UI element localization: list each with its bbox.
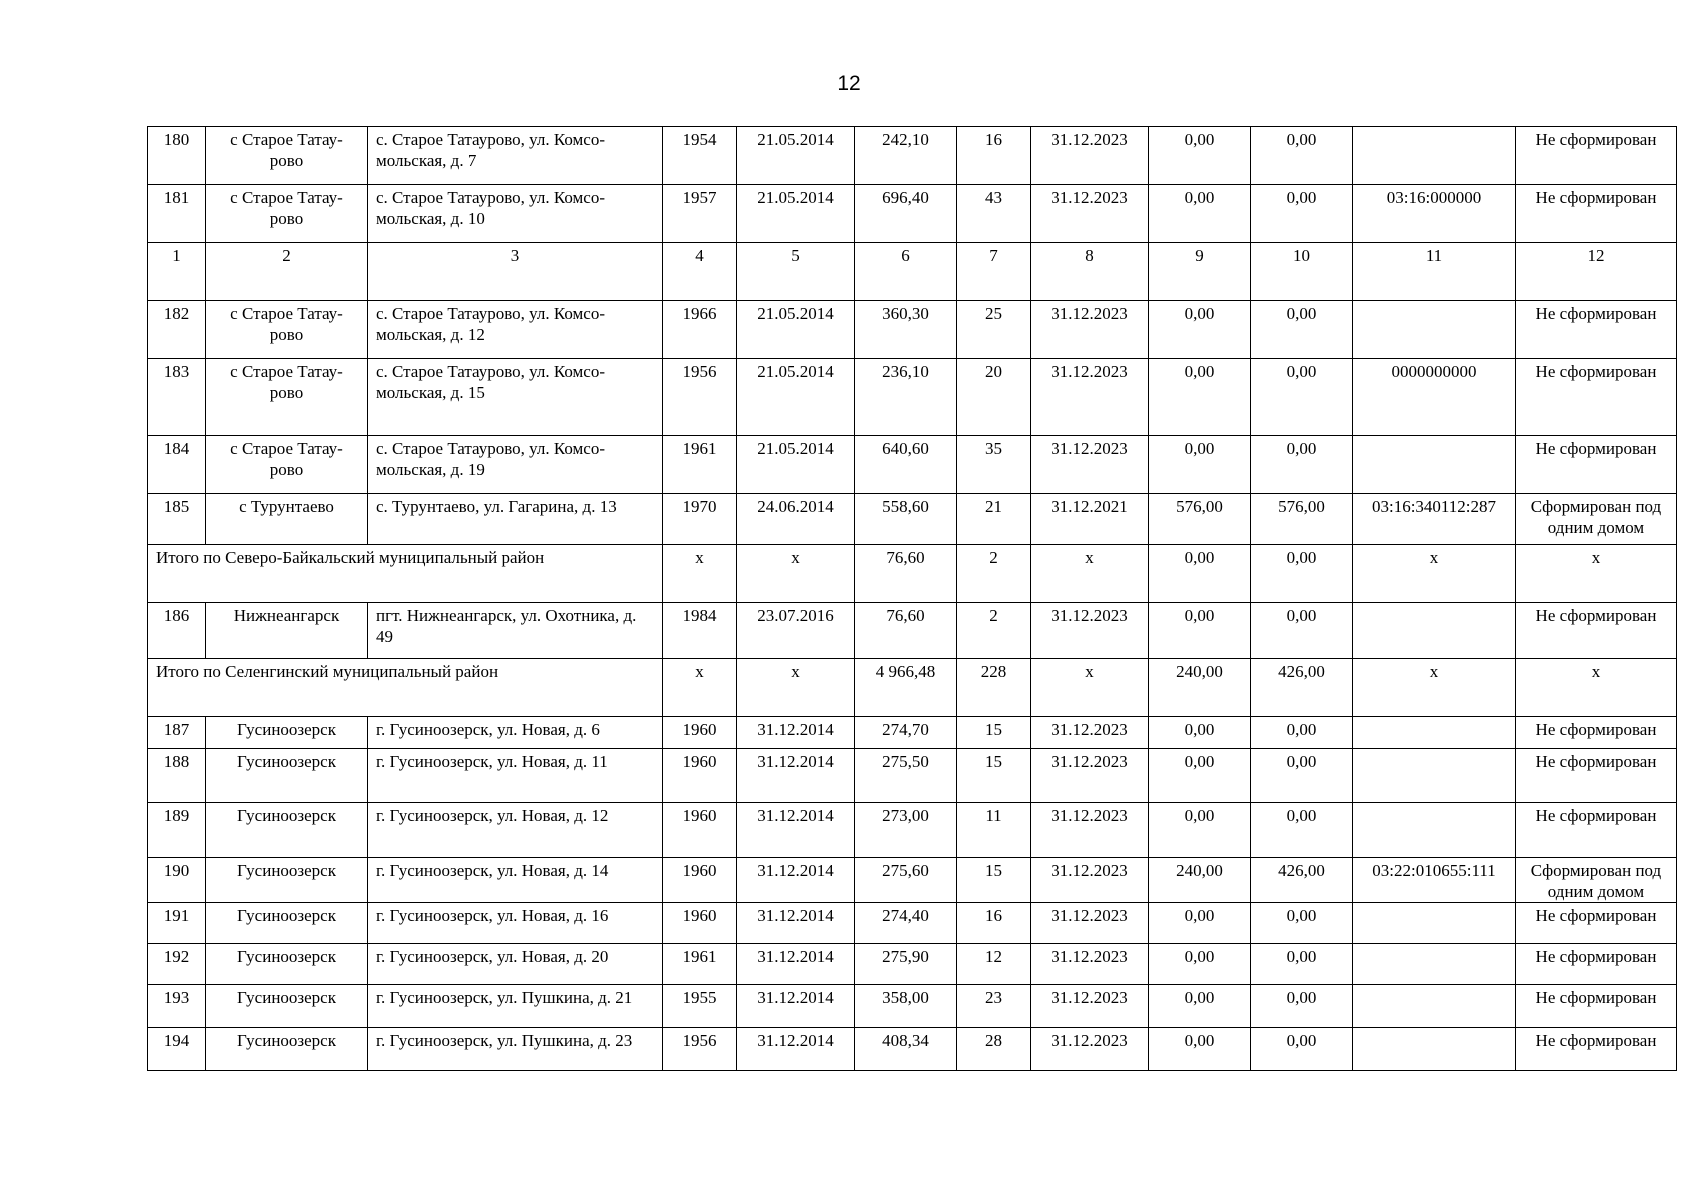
locality-cell: Гусиноозерск (206, 944, 368, 985)
cadastral-number-cell: 03:16:340112:287 (1353, 494, 1516, 545)
value-col10-cell: 0,00 (1251, 985, 1353, 1028)
cadastral-number-cell (1353, 903, 1516, 944)
value-col9-cell: 0,00 (1149, 903, 1251, 944)
date-cell: 21.05.2014 (737, 359, 855, 436)
address-cell: с. Турунтаево, ул. Гагарина, д. 13 (368, 494, 663, 545)
value-col9-cell: 0,00 (1149, 359, 1251, 436)
residents-cell: 15 (957, 717, 1031, 749)
cadastral-number-cell (1353, 603, 1516, 659)
value-col9-cell: 0,00 (1149, 944, 1251, 985)
table-row (148, 803, 1677, 858)
value-col9-cell: 240,00 (1149, 858, 1251, 903)
residents-cell: 2 (957, 545, 1031, 603)
address-cell: г. Гусиноозерск, ул. Новая, д. 6 (368, 717, 663, 749)
year-cell: 1954 (663, 127, 737, 185)
status-cell: Сформирован под одним домом (1516, 858, 1677, 903)
address-cell: пгт. Нижнеангарск, ул. Охотника, д. 49 (368, 603, 663, 659)
value-col9-cell: 576,00 (1149, 494, 1251, 545)
value-col9-cell: 0,00 (1149, 803, 1251, 858)
cadastral-number-cell: 03:16:000000 (1353, 185, 1516, 243)
status-cell: Не сформирован (1516, 185, 1677, 243)
date-cell: 21.05.2014 (737, 436, 855, 494)
value-col10-cell: 426,00 (1251, 659, 1353, 717)
locality-cell: с Старое Татау-рово (206, 127, 368, 185)
date-cell: 31.12.2014 (737, 1028, 855, 1071)
area-cell: 76,60 (855, 545, 957, 603)
table-row (148, 903, 1677, 944)
table-row (148, 436, 1677, 494)
value-col10-cell: 0,00 (1251, 903, 1353, 944)
table-row (148, 749, 1677, 803)
cadastral-number-cell (1353, 749, 1516, 803)
area-cell: 275,50 (855, 749, 957, 803)
housing-registry-table (147, 126, 1677, 1071)
area-cell: 275,60 (855, 858, 957, 903)
status-cell: Не сформирован (1516, 301, 1677, 359)
cadastral-number-cell (1353, 127, 1516, 185)
column-number-cell: 4 (663, 243, 737, 301)
total-label: Итого по Селенгинский муниципальный район (148, 659, 663, 717)
value-col10-cell: 0,00 (1251, 603, 1353, 659)
locality-cell: с Старое Татау-рово (206, 185, 368, 243)
column-number-cell: 6 (855, 243, 957, 301)
residents-cell: 16 (957, 903, 1031, 944)
status-cell: Не сформирован (1516, 436, 1677, 494)
address-cell: г. Гусиноозерск, ул. Новая, д. 16 (368, 903, 663, 944)
deadline-cell: 31.12.2023 (1031, 301, 1149, 359)
value-col9-cell: 0,00 (1149, 185, 1251, 243)
residents-cell: 15 (957, 858, 1031, 903)
residents-cell: 28 (957, 1028, 1031, 1071)
row-number: 192 (148, 944, 206, 985)
locality-cell: Гусиноозерск (206, 1028, 368, 1071)
locality-cell: с Старое Татау-рово (206, 301, 368, 359)
residents-cell: 11 (957, 803, 1031, 858)
address-cell: с. Старое Татаурово, ул. Комсо-мольская, д. 12 (368, 301, 663, 359)
cadastral-number-cell: 0000000000 (1353, 359, 1516, 436)
locality-cell: Гусиноозерск (206, 903, 368, 944)
status-cell: Не сформирован (1516, 717, 1677, 749)
area-cell: 76,60 (855, 603, 957, 659)
status-cell: Не сформирован (1516, 603, 1677, 659)
area-cell: 360,30 (855, 301, 957, 359)
address-cell: с. Старое Татаурово, ул. Комсо-мольская, д. 19 (368, 436, 663, 494)
address-cell: с. Старое Татаурово, ул. Комсо-мольская, д. 10 (368, 185, 663, 243)
table-row (148, 603, 1677, 659)
value-col10-cell: 0,00 (1251, 301, 1353, 359)
address-cell: г. Гусиноозерск, ул. Пушкина, д. 23 (368, 1028, 663, 1071)
column-numbers-row (148, 243, 1677, 301)
date-cell: х (737, 545, 855, 603)
status-cell: х (1516, 659, 1677, 717)
row-number: 182 (148, 301, 206, 359)
row-number: 181 (148, 185, 206, 243)
table-row (148, 1028, 1677, 1071)
column-numbers-row-group (148, 243, 1677, 301)
value-col10-cell: 0,00 (1251, 803, 1353, 858)
year-cell: 1960 (663, 858, 737, 903)
row-number: 187 (148, 717, 206, 749)
table-row (148, 127, 1677, 185)
date-cell: х (737, 659, 855, 717)
value-col10-cell: 0,00 (1251, 545, 1353, 603)
deadline-cell: 31.12.2023 (1031, 185, 1149, 243)
value-col9-cell: 0,00 (1149, 127, 1251, 185)
row-number: 189 (148, 803, 206, 858)
status-cell: Не сформирован (1516, 749, 1677, 803)
deadline-cell: 31.12.2023 (1031, 985, 1149, 1028)
value-col10-cell: 0,00 (1251, 127, 1353, 185)
address-cell: г. Гусиноозерск, ул. Новая, д. 20 (368, 944, 663, 985)
locality-cell: с Старое Татау-рово (206, 359, 368, 436)
deadline-cell: х (1031, 545, 1149, 603)
column-number-cell: 9 (1149, 243, 1251, 301)
column-number-cell: 2 (206, 243, 368, 301)
status-cell: Не сформирован (1516, 359, 1677, 436)
row-number: 186 (148, 603, 206, 659)
date-cell: 23.07.2016 (737, 603, 855, 659)
deadline-cell: 31.12.2023 (1031, 1028, 1149, 1071)
date-cell: 21.05.2014 (737, 185, 855, 243)
residents-cell: 228 (957, 659, 1031, 717)
year-cell: 1957 (663, 185, 737, 243)
row-number: 180 (148, 127, 206, 185)
year-cell: х (663, 659, 737, 717)
row-number: 188 (148, 749, 206, 803)
locality-cell: Гусиноозерск (206, 858, 368, 903)
value-col10-cell: 0,00 (1251, 717, 1353, 749)
residents-cell: 16 (957, 127, 1031, 185)
value-col10-cell: 576,00 (1251, 494, 1353, 545)
address-cell: г. Гусиноозерск, ул. Новая, д. 14 (368, 858, 663, 903)
row-number: 193 (148, 985, 206, 1028)
area-cell: 275,90 (855, 944, 957, 985)
value-col9-cell: 0,00 (1149, 545, 1251, 603)
year-cell: 1966 (663, 301, 737, 359)
row-number: 194 (148, 1028, 206, 1071)
column-number-cell: 8 (1031, 243, 1149, 301)
deadline-cell: 31.12.2021 (1031, 494, 1149, 545)
table-row (148, 185, 1677, 243)
date-cell: 31.12.2014 (737, 717, 855, 749)
residents-cell: 23 (957, 985, 1031, 1028)
value-col9-cell: 240,00 (1149, 659, 1251, 717)
value-col9-cell: 0,00 (1149, 1028, 1251, 1071)
status-cell: Не сформирован (1516, 903, 1677, 944)
area-cell: 640,60 (855, 436, 957, 494)
residents-cell: 20 (957, 359, 1031, 436)
column-number-cell: 3 (368, 243, 663, 301)
date-cell: 31.12.2014 (737, 749, 855, 803)
area-cell: 558,60 (855, 494, 957, 545)
deadline-cell: 31.12.2023 (1031, 717, 1149, 749)
year-cell: х (663, 545, 737, 603)
value-col10-cell: 426,00 (1251, 858, 1353, 903)
value-col10-cell: 0,00 (1251, 185, 1353, 243)
value-col10-cell: 0,00 (1251, 436, 1353, 494)
date-cell: 31.12.2014 (737, 985, 855, 1028)
year-cell: 1955 (663, 985, 737, 1028)
residents-cell: 12 (957, 944, 1031, 985)
page-number: 12 (837, 72, 861, 95)
cadastral-number-cell (1353, 803, 1516, 858)
status-cell: Сформирован под одним домом (1516, 494, 1677, 545)
date-cell: 31.12.2014 (737, 803, 855, 858)
area-cell: 274,40 (855, 903, 957, 944)
area-cell: 236,10 (855, 359, 957, 436)
deadline-cell: 31.12.2023 (1031, 749, 1149, 803)
status-cell: Не сформирован (1516, 944, 1677, 985)
area-cell: 242,10 (855, 127, 957, 185)
value-col10-cell: 0,00 (1251, 944, 1353, 985)
status-cell: Не сформирован (1516, 1028, 1677, 1071)
locality-cell: Нижнеангарск (206, 603, 368, 659)
cadastral-number-cell (1353, 301, 1516, 359)
date-cell: 31.12.2014 (737, 944, 855, 985)
table-row (148, 494, 1677, 545)
value-col9-cell: 0,00 (1149, 603, 1251, 659)
table-row (148, 985, 1677, 1028)
value-col9-cell: 0,00 (1149, 436, 1251, 494)
residents-cell: 2 (957, 603, 1031, 659)
year-cell: 1960 (663, 903, 737, 944)
cadastral-number-cell: 03:22:010655:111 (1353, 858, 1516, 903)
address-cell: с. Старое Татаурово, ул. Комсо-мольская, д. 15 (368, 359, 663, 436)
cadastral-number-cell (1353, 717, 1516, 749)
date-cell: 31.12.2014 (737, 858, 855, 903)
status-cell: х (1516, 545, 1677, 603)
cadastral-number-cell (1353, 944, 1516, 985)
row-number: 191 (148, 903, 206, 944)
locality-cell: Гусиноозерск (206, 803, 368, 858)
locality-cell: с Старое Татау-рово (206, 436, 368, 494)
locality-cell: Гусиноозерск (206, 717, 368, 749)
table-body-before-header (148, 127, 1677, 243)
date-cell: 31.12.2014 (737, 903, 855, 944)
date-cell: 21.05.2014 (737, 127, 855, 185)
cadastral-number-cell (1353, 436, 1516, 494)
deadline-cell: 31.12.2023 (1031, 127, 1149, 185)
status-cell: Не сформирован (1516, 127, 1677, 185)
column-number-cell: 1 (148, 243, 206, 301)
deadline-cell: 31.12.2023 (1031, 903, 1149, 944)
total-row (148, 659, 1677, 717)
cadastral-number-cell: х (1353, 545, 1516, 603)
locality-cell: Гусиноозерск (206, 749, 368, 803)
status-cell: Не сформирован (1516, 985, 1677, 1028)
row-number: 185 (148, 494, 206, 545)
column-number-cell: 11 (1353, 243, 1516, 301)
year-cell: 1960 (663, 803, 737, 858)
deadline-cell: х (1031, 659, 1149, 717)
area-cell: 696,40 (855, 185, 957, 243)
date-cell: 24.06.2014 (737, 494, 855, 545)
column-number-cell: 5 (737, 243, 855, 301)
area-cell: 4 966,48 (855, 659, 957, 717)
address-cell: г. Гусиноозерск, ул. Новая, д. 11 (368, 749, 663, 803)
address-cell: г. Гусиноозерск, ул. Пушкина, д. 21 (368, 985, 663, 1028)
year-cell: 1961 (663, 436, 737, 494)
table-row (148, 858, 1677, 903)
year-cell: 1961 (663, 944, 737, 985)
year-cell: 1956 (663, 359, 737, 436)
residents-cell: 43 (957, 185, 1031, 243)
area-cell: 408,34 (855, 1028, 957, 1071)
deadline-cell: 31.12.2023 (1031, 944, 1149, 985)
row-number: 190 (148, 858, 206, 903)
value-col10-cell: 0,00 (1251, 1028, 1353, 1071)
cadastral-number-cell (1353, 1028, 1516, 1071)
deadline-cell: 31.12.2023 (1031, 359, 1149, 436)
deadline-cell: 31.12.2023 (1031, 603, 1149, 659)
value-col9-cell: 0,00 (1149, 985, 1251, 1028)
table-row (148, 944, 1677, 985)
table-row (148, 359, 1677, 436)
residents-cell: 35 (957, 436, 1031, 494)
address-cell: г. Гусиноозерск, ул. Новая, д. 12 (368, 803, 663, 858)
date-cell: 21.05.2014 (737, 301, 855, 359)
residents-cell: 21 (957, 494, 1031, 545)
deadline-cell: 31.12.2023 (1031, 436, 1149, 494)
residents-cell: 15 (957, 749, 1031, 803)
cadastral-number-cell: х (1353, 659, 1516, 717)
area-cell: 358,00 (855, 985, 957, 1028)
deadline-cell: 31.12.2023 (1031, 858, 1149, 903)
deadline-cell: 31.12.2023 (1031, 803, 1149, 858)
locality-cell: с Турунтаево (206, 494, 368, 545)
year-cell: 1960 (663, 717, 737, 749)
year-cell: 1984 (663, 603, 737, 659)
year-cell: 1960 (663, 749, 737, 803)
area-cell: 274,70 (855, 717, 957, 749)
year-cell: 1970 (663, 494, 737, 545)
value-col10-cell: 0,00 (1251, 359, 1353, 436)
table-row (148, 301, 1677, 359)
total-label: Итого по Северо-Байкальский муниципальный район (148, 545, 663, 603)
locality-cell: Гусиноозерск (206, 985, 368, 1028)
table-body-after-header (148, 301, 1677, 1071)
value-col10-cell: 0,00 (1251, 749, 1353, 803)
residents-cell: 25 (957, 301, 1031, 359)
table-row (148, 717, 1677, 749)
year-cell: 1956 (663, 1028, 737, 1071)
cadastral-number-cell (1353, 985, 1516, 1028)
column-number-cell: 7 (957, 243, 1031, 301)
address-cell: с. Старое Татаурово, ул. Комсо-мольская, д. 7 (368, 127, 663, 185)
value-col9-cell: 0,00 (1149, 749, 1251, 803)
row-number: 183 (148, 359, 206, 436)
status-cell: Не сформирован (1516, 803, 1677, 858)
column-number-cell: 10 (1251, 243, 1353, 301)
area-cell: 273,00 (855, 803, 957, 858)
value-col9-cell: 0,00 (1149, 301, 1251, 359)
row-number: 184 (148, 436, 206, 494)
total-row (148, 545, 1677, 603)
value-col9-cell: 0,00 (1149, 717, 1251, 749)
column-number-cell: 12 (1516, 243, 1677, 301)
